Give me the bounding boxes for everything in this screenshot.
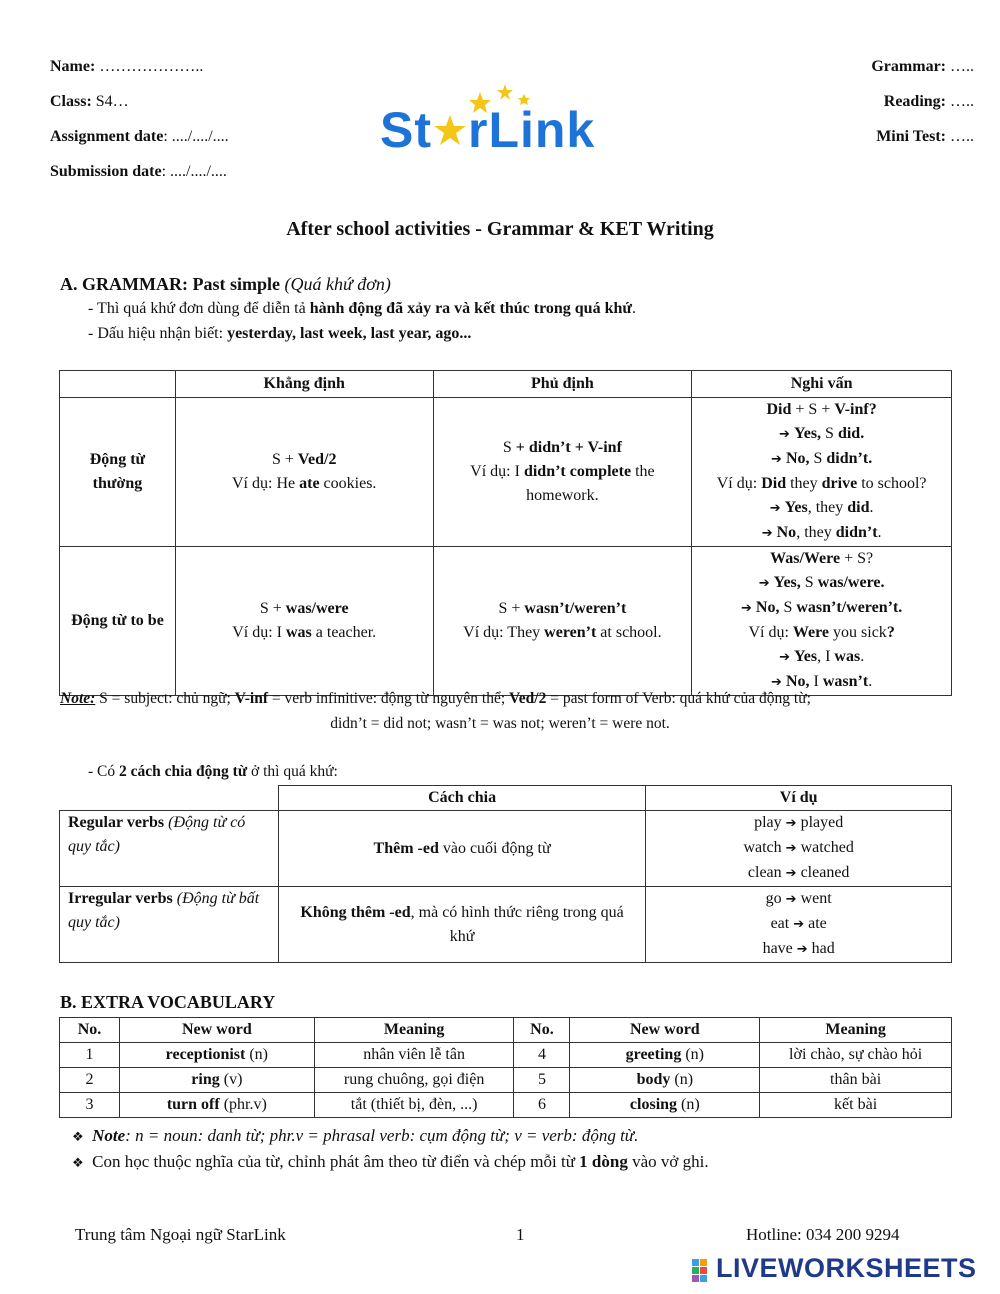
two-ways-line: - Có 2 cách chia động từ ở thì quá khứ:: [88, 763, 338, 780]
arrow-icon: ➔: [793, 917, 805, 932]
footer-center-name: Trung tâm Ngoại ngữ StarLink: [75, 1225, 286, 1244]
regular-verbs-label: Regular verbs (Động từ có quy tắc): [60, 811, 279, 887]
vocab-number: 4: [514, 1043, 570, 1068]
arrow-icon: ➔: [758, 576, 770, 591]
vocab-number: 5: [514, 1068, 570, 1093]
mini-test-score: Mini Test: …..: [876, 128, 974, 145]
definition-line: - Thì quá khứ đơn dùng để diễn tả hành động đã xảy ra và kết thúc trong quá khứ.: [88, 300, 636, 317]
table-row: [60, 398, 952, 547]
signal-words-line: - Dấu hiệu nhận biết: yesterday, last week, last year, ago...: [88, 325, 472, 342]
irregular-rule: Không thêm -ed, mà có hình thức riêng trong quá khứ: [278, 887, 646, 963]
vocab-word: greeting (n): [570, 1043, 760, 1068]
arrow-icon: ➔: [785, 841, 797, 856]
logo-star-icon: [432, 111, 468, 151]
note-line-2: didn’t = did not; wasn’t = was not; weren’t = were not.: [330, 715, 670, 732]
table-row: [60, 1093, 952, 1118]
header-meaning: Meaning: [314, 1018, 514, 1043]
irregular-examples: go ➔ went eat ➔ ate have ➔ had: [646, 887, 952, 963]
class-field: Class: S4…: [50, 93, 129, 110]
table-row: [60, 1068, 952, 1093]
reading-score: Reading: …..: [883, 93, 974, 110]
question-cell: Was/Were + S? ➔ Yes, S was/were. ➔ No, S wasn’t/weren’t. Ví dụ: Were you sick? ➔ Yes, I was. ➔ No, I wasn’t.: [692, 547, 952, 696]
section-b-heading: B. EXTRA VOCABULARY: [60, 992, 276, 1012]
vocab-meaning: thân bài: [760, 1068, 952, 1093]
irregular-verbs-label: Irregular verbs (Động từ bất quy tắc): [60, 887, 279, 963]
vocab-meaning: nhân viên lễ tân: [314, 1043, 514, 1068]
arrow-icon: ➔: [771, 675, 782, 690]
affirmative-cell: S + Ved/2 Ví dụ: He ate cookies.: [175, 398, 433, 547]
negative-cell: S + wasn’t/weren’t Ví dụ: They weren’t at school.: [433, 547, 692, 696]
negative-cell: S + didn’t + V-inf Ví dụ: I didn’t complete the homework.: [433, 398, 692, 547]
header-negative: Phủ định: [433, 371, 692, 398]
header-example: Ví dụ: [646, 786, 952, 811]
row-label-to-be: Động từ to be: [60, 547, 176, 696]
bullet-diamond-icon: ❖: [72, 1130, 84, 1145]
table-row: [60, 887, 952, 963]
header-no: No.: [514, 1018, 570, 1043]
section-a-heading: A. GRAMMAR: Past simple (Quá khứ đơn): [60, 274, 391, 294]
vocab-number: 2: [60, 1068, 120, 1093]
vocab-meaning: tắt (thiết bị, đèn, ...): [314, 1093, 514, 1118]
hotline: Hotline: 034 200 9294: [746, 1225, 900, 1244]
empty-header-cell: [60, 371, 176, 398]
note-bullet: ❖ Note: n = noun: danh từ; phr.v = phrasal verb: cụm động từ; v = verb: động từ.: [72, 1126, 639, 1145]
note-line-1: Note: S = subject: chủ ngữ; V-inf = verb infinitive: động từ nguyên thể; Ved/2 = past form of Verb: quá khứ của động từ;: [60, 690, 811, 707]
affirmative-cell: S + was/were Ví dụ: I was a teacher.: [175, 547, 433, 696]
vocab-number: 3: [60, 1093, 120, 1118]
arrow-icon: ➔: [785, 892, 797, 907]
liveworksheets-logo-icon: [692, 1259, 716, 1283]
arrow-icon: ➔: [761, 526, 773, 541]
grammar-score: Grammar: …..: [871, 58, 974, 75]
starlink-logo: St rLink: [380, 82, 630, 162]
assignment-date-field: Assignment date: ..../..../....: [50, 128, 229, 145]
header-new-word: New word: [570, 1018, 760, 1043]
vocab-meaning: lời chào, sự chào hỏi: [760, 1043, 952, 1068]
arrow-icon: ➔: [796, 942, 808, 957]
header-no: No.: [60, 1018, 120, 1043]
vocabulary-table: [59, 1017, 952, 1118]
table-row: [60, 547, 952, 696]
arrow-icon: ➔: [769, 501, 781, 516]
header-question: Nghi vấn: [692, 371, 952, 398]
arrow-icon: ➔: [779, 427, 790, 442]
bullet-diamond-icon: ❖: [72, 1156, 84, 1171]
verb-forms-table: [59, 785, 952, 963]
table-row: [60, 1043, 952, 1068]
header-how: Cách chia: [278, 786, 646, 811]
name-field: Name: ………………..: [50, 58, 204, 75]
vocab-word: receptionist (n): [119, 1043, 314, 1068]
regular-rule: Thêm -ed vào cuối động từ: [278, 811, 646, 887]
table-row: [60, 811, 952, 887]
vocab-number: 1: [60, 1043, 120, 1068]
empty-header-cell: [60, 786, 279, 811]
vocab-word: turn off (phr.v): [119, 1093, 314, 1118]
header-new-word: New word: [119, 1018, 314, 1043]
page-number: 1: [516, 1225, 525, 1244]
arrow-icon: ➔: [740, 601, 752, 616]
vocab-meaning: kết bài: [760, 1093, 952, 1118]
header-meaning: Meaning: [760, 1018, 952, 1043]
regular-examples: play ➔ played watch ➔ watched clean ➔ cleaned: [646, 811, 952, 887]
arrow-icon: ➔: [785, 816, 797, 831]
question-cell: Did + S + V-inf? ➔ Yes, S did. ➔ No, S didn’t. Ví dụ: Did they drive to school? ➔ Yes, they did. ➔ No, they didn’t.: [692, 398, 952, 547]
vocab-meaning: rung chuông, gọi điện: [314, 1068, 514, 1093]
vocab-word: ring (v): [119, 1068, 314, 1093]
vocab-word: closing (n): [570, 1093, 760, 1118]
arrow-icon: ➔: [779, 650, 790, 665]
page-title: After school activities - Grammar & KET Writing: [286, 218, 714, 240]
arrow-icon: ➔: [771, 452, 782, 467]
header-affirmative: Khẳng định: [175, 371, 433, 398]
row-label-regular: Động từ thường: [60, 398, 176, 547]
vocab-number: 6: [514, 1093, 570, 1118]
submission-date-field: Submission date: ..../..../....: [50, 163, 227, 180]
arrow-icon: ➔: [785, 866, 797, 881]
vocab-word: body (n): [570, 1068, 760, 1093]
instruction-bullet: ❖ Con học thuộc nghĩa của từ, chỉnh phát âm theo từ điển và chép mỗi từ 1 dòng vào vở ghi.: [72, 1152, 709, 1171]
past-simple-table: [59, 370, 952, 696]
